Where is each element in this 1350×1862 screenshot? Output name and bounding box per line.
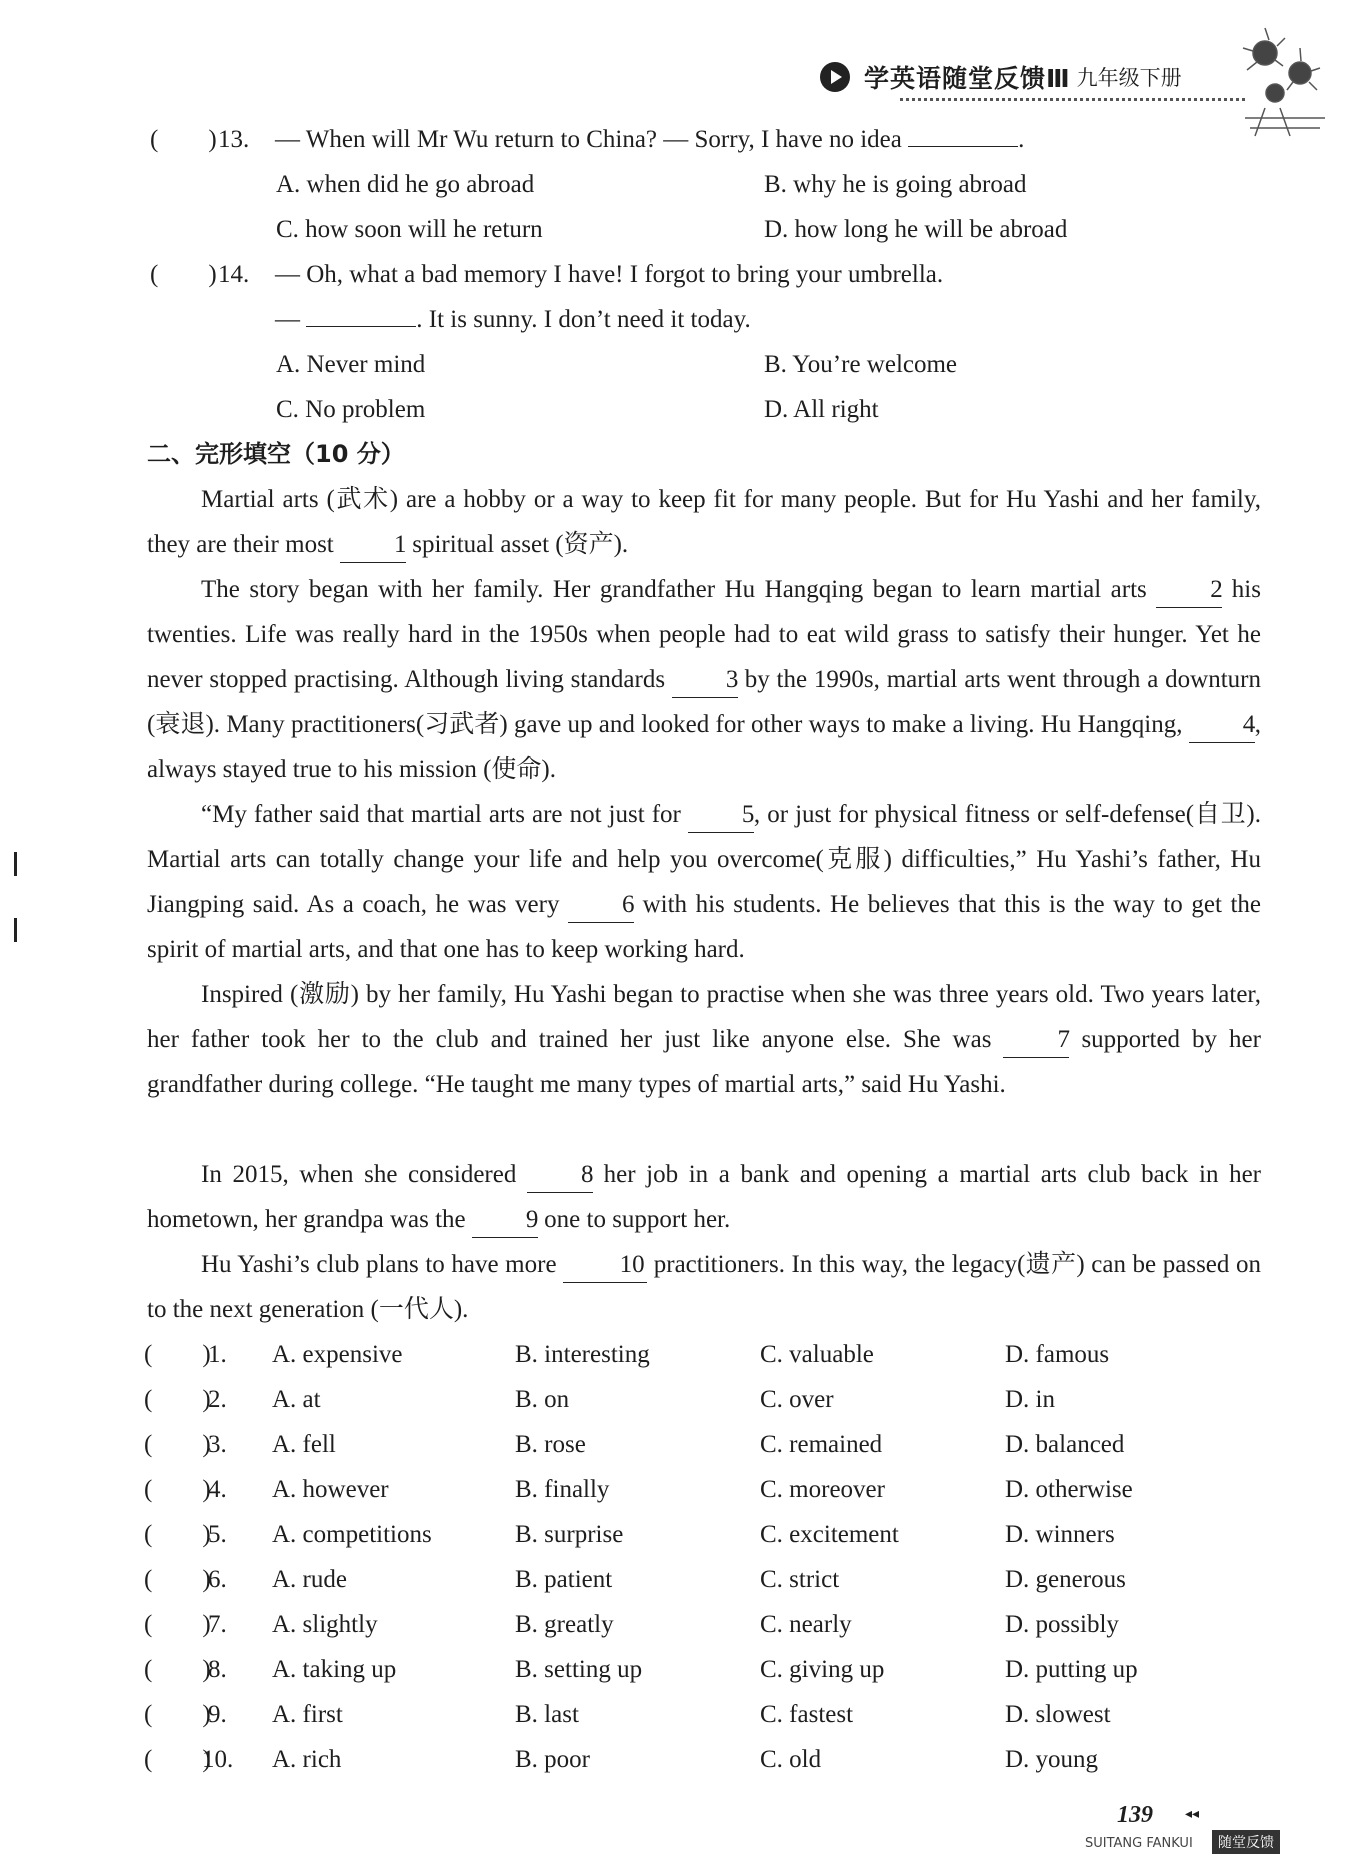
option-d[interactable]: D. balanced xyxy=(1005,1431,1125,1458)
option-d[interactable]: D. otherwise xyxy=(1005,1476,1133,1503)
option-a[interactable]: A. first xyxy=(272,1701,343,1728)
option-d[interactable]: D. possibly xyxy=(1005,1611,1119,1638)
cloze-blank-8[interactable]: 8 xyxy=(527,1158,593,1193)
option-a[interactable]: A. however xyxy=(272,1476,389,1503)
option-b[interactable]: B. on xyxy=(515,1386,570,1413)
option-d[interactable]: D. in xyxy=(1005,1386,1055,1413)
option-c[interactable]: C. nearly xyxy=(760,1611,852,1638)
option-c[interactable]: C. No problem xyxy=(276,396,426,423)
option-b[interactable]: B. You’re welcome xyxy=(764,351,958,378)
cloze-number: 6. xyxy=(208,1566,227,1593)
passage-text: Inspired (激励) by her family, Hu Yashi began to practise when she was three years old. Two years later, her father took her to the club and trained her just like anyone else. She was xyxy=(147,981,1261,1053)
cloze-blank-4[interactable]: 4 xyxy=(1189,708,1255,743)
option-a[interactable]: A. rich xyxy=(272,1746,342,1773)
option-c[interactable]: C. old xyxy=(760,1746,822,1773)
page-number: 139 xyxy=(1117,1802,1153,1828)
passage-paragraph-4 xyxy=(147,972,1261,1107)
option-c[interactable]: C. giving up xyxy=(760,1656,885,1683)
sunflower-decoration-icon xyxy=(1225,18,1340,138)
option-d[interactable]: D. generous xyxy=(1005,1566,1126,1593)
option-c[interactable]: C. fastest xyxy=(760,1701,854,1728)
option-c[interactable]: C. strict xyxy=(760,1566,840,1593)
answer-paren[interactable]: ( ) xyxy=(144,1431,211,1458)
option-a[interactable]: A. fell xyxy=(272,1431,336,1458)
cloze-number: 4. xyxy=(208,1476,227,1503)
answer-paren[interactable]: ( ) xyxy=(144,1611,211,1638)
answer-blank[interactable] xyxy=(908,146,1018,147)
cloze-blank-9[interactable]: 9 xyxy=(472,1203,538,1238)
option-d[interactable]: D. slowest xyxy=(1005,1701,1111,1728)
option-b[interactable]: B. last xyxy=(515,1701,579,1728)
option-a[interactable]: A. rude xyxy=(272,1566,347,1593)
passage-text: , always stayed true to his mission (使命). xyxy=(147,711,1261,783)
answer-paren[interactable]: ( ) xyxy=(150,126,217,153)
passage-paragraph-3 xyxy=(147,792,1261,972)
option-b[interactable]: B. why he is going abroad xyxy=(764,171,1027,198)
answer-blank[interactable] xyxy=(306,326,416,327)
answer-paren[interactable]: ( ) xyxy=(144,1746,211,1773)
page-header xyxy=(820,52,1182,102)
passage-paragraph-2 xyxy=(147,567,1261,792)
option-a[interactable]: A. slightly xyxy=(272,1611,378,1638)
option-a[interactable]: A. Never mind xyxy=(276,351,426,378)
option-d[interactable]: D. young xyxy=(1005,1746,1099,1773)
passage-paragraph-6 xyxy=(147,1242,1261,1332)
back-arrows-icon: ◂◂ xyxy=(1185,1806,1200,1822)
option-b[interactable]: B. surprise xyxy=(515,1521,624,1548)
cloze-number: 8. xyxy=(208,1656,227,1683)
cloze-blank-5[interactable]: 5 xyxy=(688,798,754,833)
reply-text: . It is sunny. I don’t need it today. xyxy=(416,306,751,333)
passage-paragraph-1 xyxy=(147,477,1261,567)
footer-tag: 随堂反馈 xyxy=(1212,1830,1280,1854)
answer-paren[interactable]: ( ) xyxy=(144,1566,211,1593)
cloze-blank-10[interactable]: 10 xyxy=(563,1248,647,1283)
question-number: 14. xyxy=(218,261,250,288)
footer-brand: SUITANG FANKUI xyxy=(1085,1836,1193,1851)
option-c[interactable]: C. over xyxy=(760,1386,834,1413)
option-a[interactable]: A. when did he go abroad xyxy=(276,171,535,198)
answer-paren[interactable]: ( ) xyxy=(150,261,217,288)
option-c[interactable]: C. excitement xyxy=(760,1521,899,1548)
cloze-number: 1. xyxy=(208,1341,227,1368)
option-c[interactable]: C. how soon will he return xyxy=(276,216,543,243)
option-b[interactable]: B. rose xyxy=(515,1431,586,1458)
cloze-blank-7[interactable]: 7 xyxy=(1003,1023,1069,1058)
cloze-number: 7. xyxy=(208,1611,227,1638)
option-d[interactable]: D. how long he will be abroad xyxy=(764,216,1068,243)
passage-text: with his students. He believes that this is the way to get the spirit of martial arts, and that one has to keep working hard. xyxy=(147,891,1261,963)
margin-mark xyxy=(14,852,17,876)
answer-paren[interactable]: ( ) xyxy=(144,1341,211,1368)
option-b[interactable]: B. patient xyxy=(515,1566,613,1593)
answer-paren[interactable]: ( ) xyxy=(144,1386,211,1413)
option-a[interactable]: A. taking up xyxy=(272,1656,397,1683)
margin-mark xyxy=(14,918,17,942)
option-d[interactable]: D. winners xyxy=(1005,1521,1115,1548)
passage-text: The story began with her family. Her grandfather Hu Hangqing began to learn martial arts xyxy=(201,576,1157,603)
answer-paren[interactable]: ( ) xyxy=(144,1656,211,1683)
passage-text: spiritual asset (资产). xyxy=(406,531,629,558)
question-text-end: . xyxy=(1018,126,1025,153)
section-heading: 二、完形填空（10 分） xyxy=(147,440,405,468)
answer-paren[interactable]: ( ) xyxy=(144,1521,211,1548)
cloze-number: 2. xyxy=(208,1386,227,1413)
passage-text: by the 1990s, martial arts went through a downturn (衰退). Many practitioners(习武者) gave up and looked for other ways to make a living. Hu Hangqing, xyxy=(147,666,1261,738)
passage-text: Martial arts (武术) are a hobby or a way to keep fit for many people. But for Hu Yashi and her family, they are their most xyxy=(147,486,1261,558)
passage-text: her job in a bank and opening a martial arts club back in her hometown, her grandpa was the xyxy=(147,1161,1261,1233)
passage-text: “My father said that martial arts are not just for xyxy=(201,801,688,828)
cloze-number: 5. xyxy=(208,1521,227,1548)
question-number: 13. xyxy=(218,126,250,153)
cloze-number: 10. xyxy=(202,1746,234,1773)
option-d[interactable]: D. All right xyxy=(764,396,879,423)
question-text: — Oh, what a bad memory I have! I forgot to bring your umbrella. xyxy=(275,261,944,288)
answer-paren[interactable]: ( ) xyxy=(144,1476,211,1503)
cloze-number: 9. xyxy=(208,1701,227,1728)
header-dotted-rule xyxy=(900,98,1245,101)
option-c[interactable]: C. moreover xyxy=(760,1476,885,1503)
passage-text: practitioners. In this way, the legacy(遗产) can be passed on to the next generation (一代人). xyxy=(147,1251,1261,1323)
passage-text: one to support her. xyxy=(537,1206,731,1233)
option-b[interactable]: B. interesting xyxy=(515,1341,650,1368)
option-c[interactable]: C. valuable xyxy=(760,1341,874,1368)
answer-paren[interactable]: ( ) xyxy=(144,1701,211,1728)
option-b[interactable]: B. greatly xyxy=(515,1611,614,1638)
question-text: — When will Mr Wu return to China? — Sorry, I have no idea xyxy=(275,126,909,153)
option-b[interactable]: B. setting up xyxy=(515,1656,643,1683)
option-a[interactable]: A. expensive xyxy=(272,1341,403,1368)
option-b[interactable]: B. finally xyxy=(515,1476,610,1503)
passage-text: In 2015, when she considered xyxy=(201,1161,527,1188)
option-c[interactable]: C. remained xyxy=(760,1431,883,1458)
cloze-blank-6[interactable]: 6 xyxy=(568,888,634,923)
book-subtitle: 九年级下册 xyxy=(1076,66,1182,90)
option-b[interactable]: B. poor xyxy=(515,1746,590,1773)
passage-paragraph-5 xyxy=(147,1152,1261,1242)
cloze-blank-2[interactable]: 2 xyxy=(1156,573,1222,608)
option-d[interactable]: D. putting up xyxy=(1005,1656,1138,1683)
passage-text: supported by her grandfather during college. “He taught me many types of martial arts,” said Hu Yashi. xyxy=(147,1026,1261,1098)
reply-dash: — xyxy=(275,306,307,333)
passage-text: Hu Yashi’s club plans to have more xyxy=(201,1251,564,1278)
cloze-blank-1[interactable]: 1 xyxy=(340,528,406,563)
option-a[interactable]: A. at xyxy=(272,1386,321,1413)
option-d[interactable]: D. famous xyxy=(1005,1341,1110,1368)
cloze-blank-3[interactable]: 3 xyxy=(672,663,738,698)
option-a[interactable]: A. competitions xyxy=(272,1521,432,1548)
book-title: 学英语随堂反馈Ⅲ xyxy=(864,64,1071,93)
cloze-number: 3. xyxy=(208,1431,227,1458)
passage-text: his twenties. Life was really hard in the 1950s when people had to eat wild grass to satisfy their hunger. Yet he never stopped practising. Although living standards xyxy=(147,576,1261,693)
play-circle-icon xyxy=(820,62,850,92)
passage-text: , or just for physical fitness or self-defense(自卫). Martial arts can totally change your life and help you overcome(克服) difficulties,” Hu Yashi’s father, Hu Jiangping said. As a coach, he was very xyxy=(147,801,1261,918)
